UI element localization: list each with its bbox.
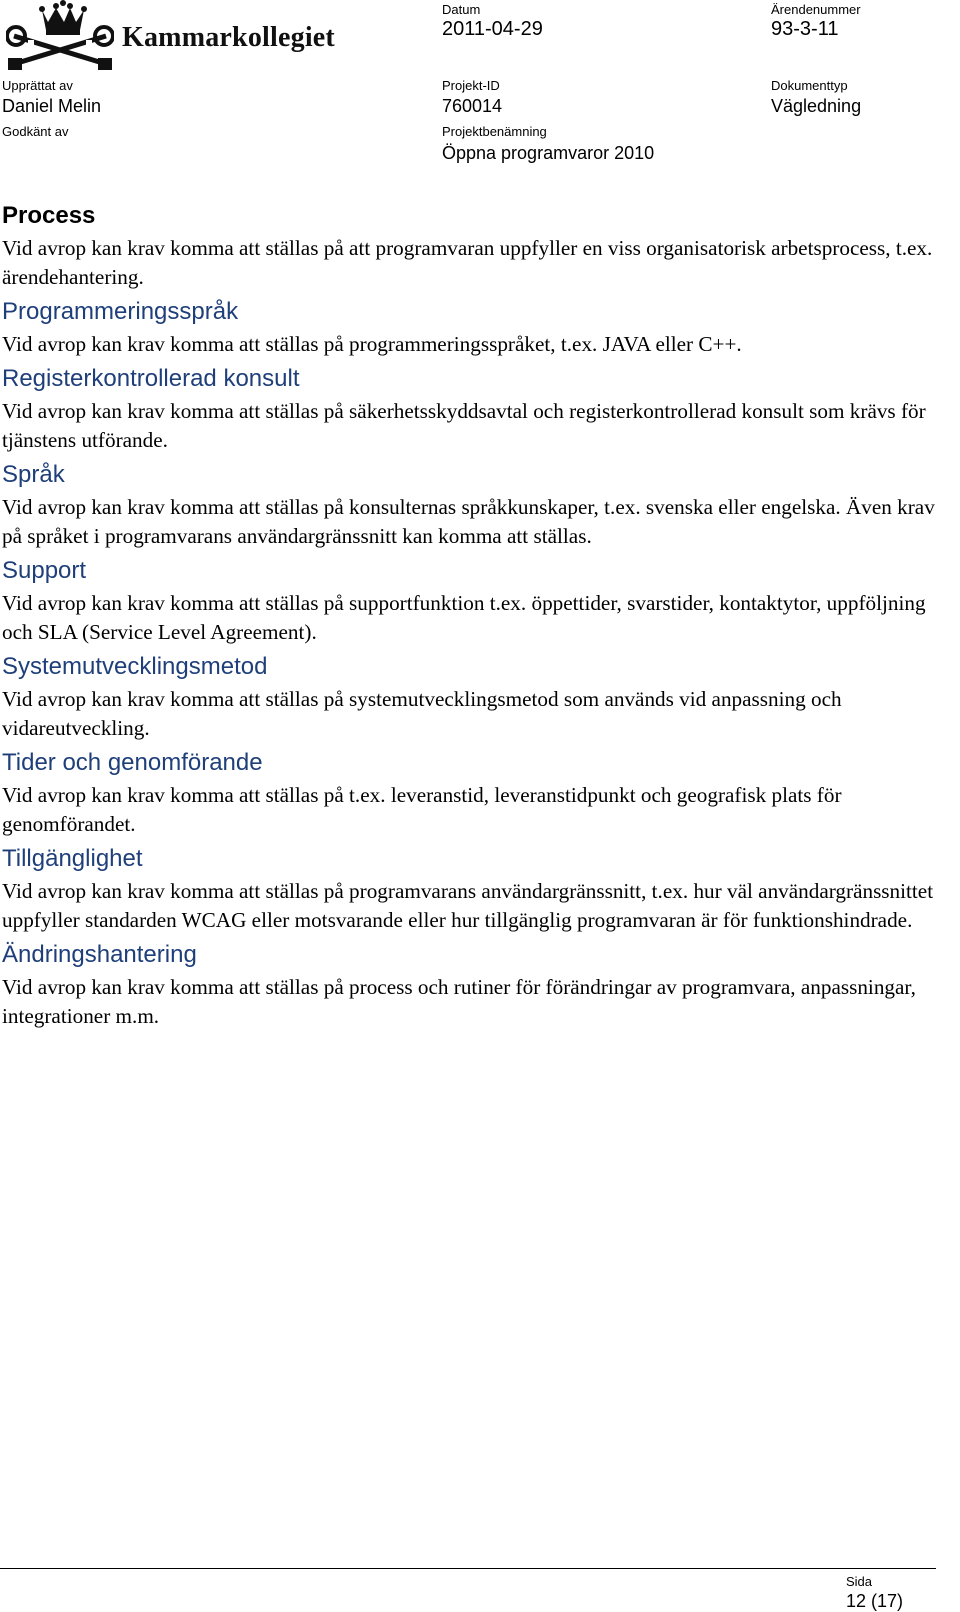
document-body (2, 200, 952, 1035)
arendenummer-value: 93-3-11 (771, 18, 839, 40)
section-text: Vid avrop kan krav komma att ställas på konsulternas språkkunskaper, t.ex. svenska eller engelska. Även krav på språket i programvarans användargränssnitt kan komma att ställas. (2, 495, 935, 548)
section-text: Vid avrop kan krav komma att ställas på programmeringsspråket, t.ex. JAVA eller C++. (2, 332, 742, 356)
upprattat-label: Upprättat av (2, 78, 73, 93)
section-text: Vid avrop kan krav komma att ställas på process och rutiner för förändringar av programvara, anpassningar, integrationer m.m. (2, 975, 916, 1028)
section-text: Vid avrop kan krav komma att ställas på programvarans användargränssnitt, t.ex. hur väl användargränssnittet uppfyller standarden WCAG eller motsvarande eller hur tillgänglig programvaran är för funktionshindrade. (2, 879, 934, 932)
section-tillganglighet (2, 843, 952, 935)
upprattat-value: Daniel Melin (2, 96, 102, 116)
section-tider-och-genomforande (2, 747, 952, 839)
section-heading: Språk (2, 461, 65, 488)
projektbenamning-value: Öppna programvaror 2010 (442, 143, 655, 163)
section-programmeringssprak (2, 296, 952, 359)
datum-value: 2011-04-29 (442, 18, 543, 40)
projektbenamning-label: Projektbenämning (442, 124, 547, 139)
logo-text: Kammarkollegiet (122, 22, 335, 53)
section-sprak (2, 459, 952, 551)
arendenummer-label: Ärendenummer (771, 2, 861, 17)
section-process (2, 200, 952, 292)
section-heading: Support (2, 557, 87, 584)
section-text: Vid avrop kan krav komma att ställas på att programvaran uppfyller en viss organisatorisk arbetsprocess, t.ex. ärendehantering. (2, 236, 933, 289)
section-heading: Tider och genomförande (2, 749, 263, 776)
section-heading: Ändringshantering (2, 941, 197, 968)
dokumenttyp-label: Dokumenttyp (771, 78, 848, 93)
section-systemutvecklingsmetod (2, 651, 952, 743)
sida-value: 12 (17) (846, 1591, 904, 1611)
section-heading: Tillgänglighet (2, 845, 143, 872)
godkant-label: Godkänt av (2, 124, 69, 139)
dokumenttyp-value: Vägledning (771, 96, 862, 116)
section-registerkontrollerad-konsult (2, 363, 952, 455)
datum-label: Datum (442, 2, 481, 17)
section-heading: Systemutvecklingsmetod (2, 653, 268, 680)
projekt-id-label: Projekt-ID (442, 78, 500, 93)
section-andringshantering (2, 939, 952, 1031)
footer-divider (0, 1568, 936, 1569)
section-text: Vid avrop kan krav komma att ställas på supportfunktion t.ex. öppettider, svarstider, kontaktytor, uppföljning och SLA (Service Level Agreement). (2, 591, 926, 644)
section-support (2, 555, 952, 647)
section-heading: Registerkontrollerad konsult (2, 365, 300, 392)
projekt-id-value: 760014 (442, 96, 503, 116)
crown-keys-emblem-icon (6, 0, 114, 72)
section-text: Vid avrop kan krav komma att ställas på t.ex. leveranstid, leveranstidpunkt och geografisk plats för genomförandet. (2, 783, 842, 836)
section-heading: Process (2, 202, 96, 229)
section-heading: Programmeringsspråk (2, 298, 239, 325)
kammarkollegiet-logo (6, 0, 346, 72)
section-text: Vid avrop kan krav komma att ställas på systemutvecklingsmetod som används vid anpassning och vidareutveckling. (2, 687, 842, 740)
section-text: Vid avrop kan krav komma att ställas på säkerhetsskyddsavtal och registerkontrollerad konsult som krävs för tjänstens utförande. (2, 399, 926, 452)
sida-label: Sida (846, 1574, 873, 1589)
